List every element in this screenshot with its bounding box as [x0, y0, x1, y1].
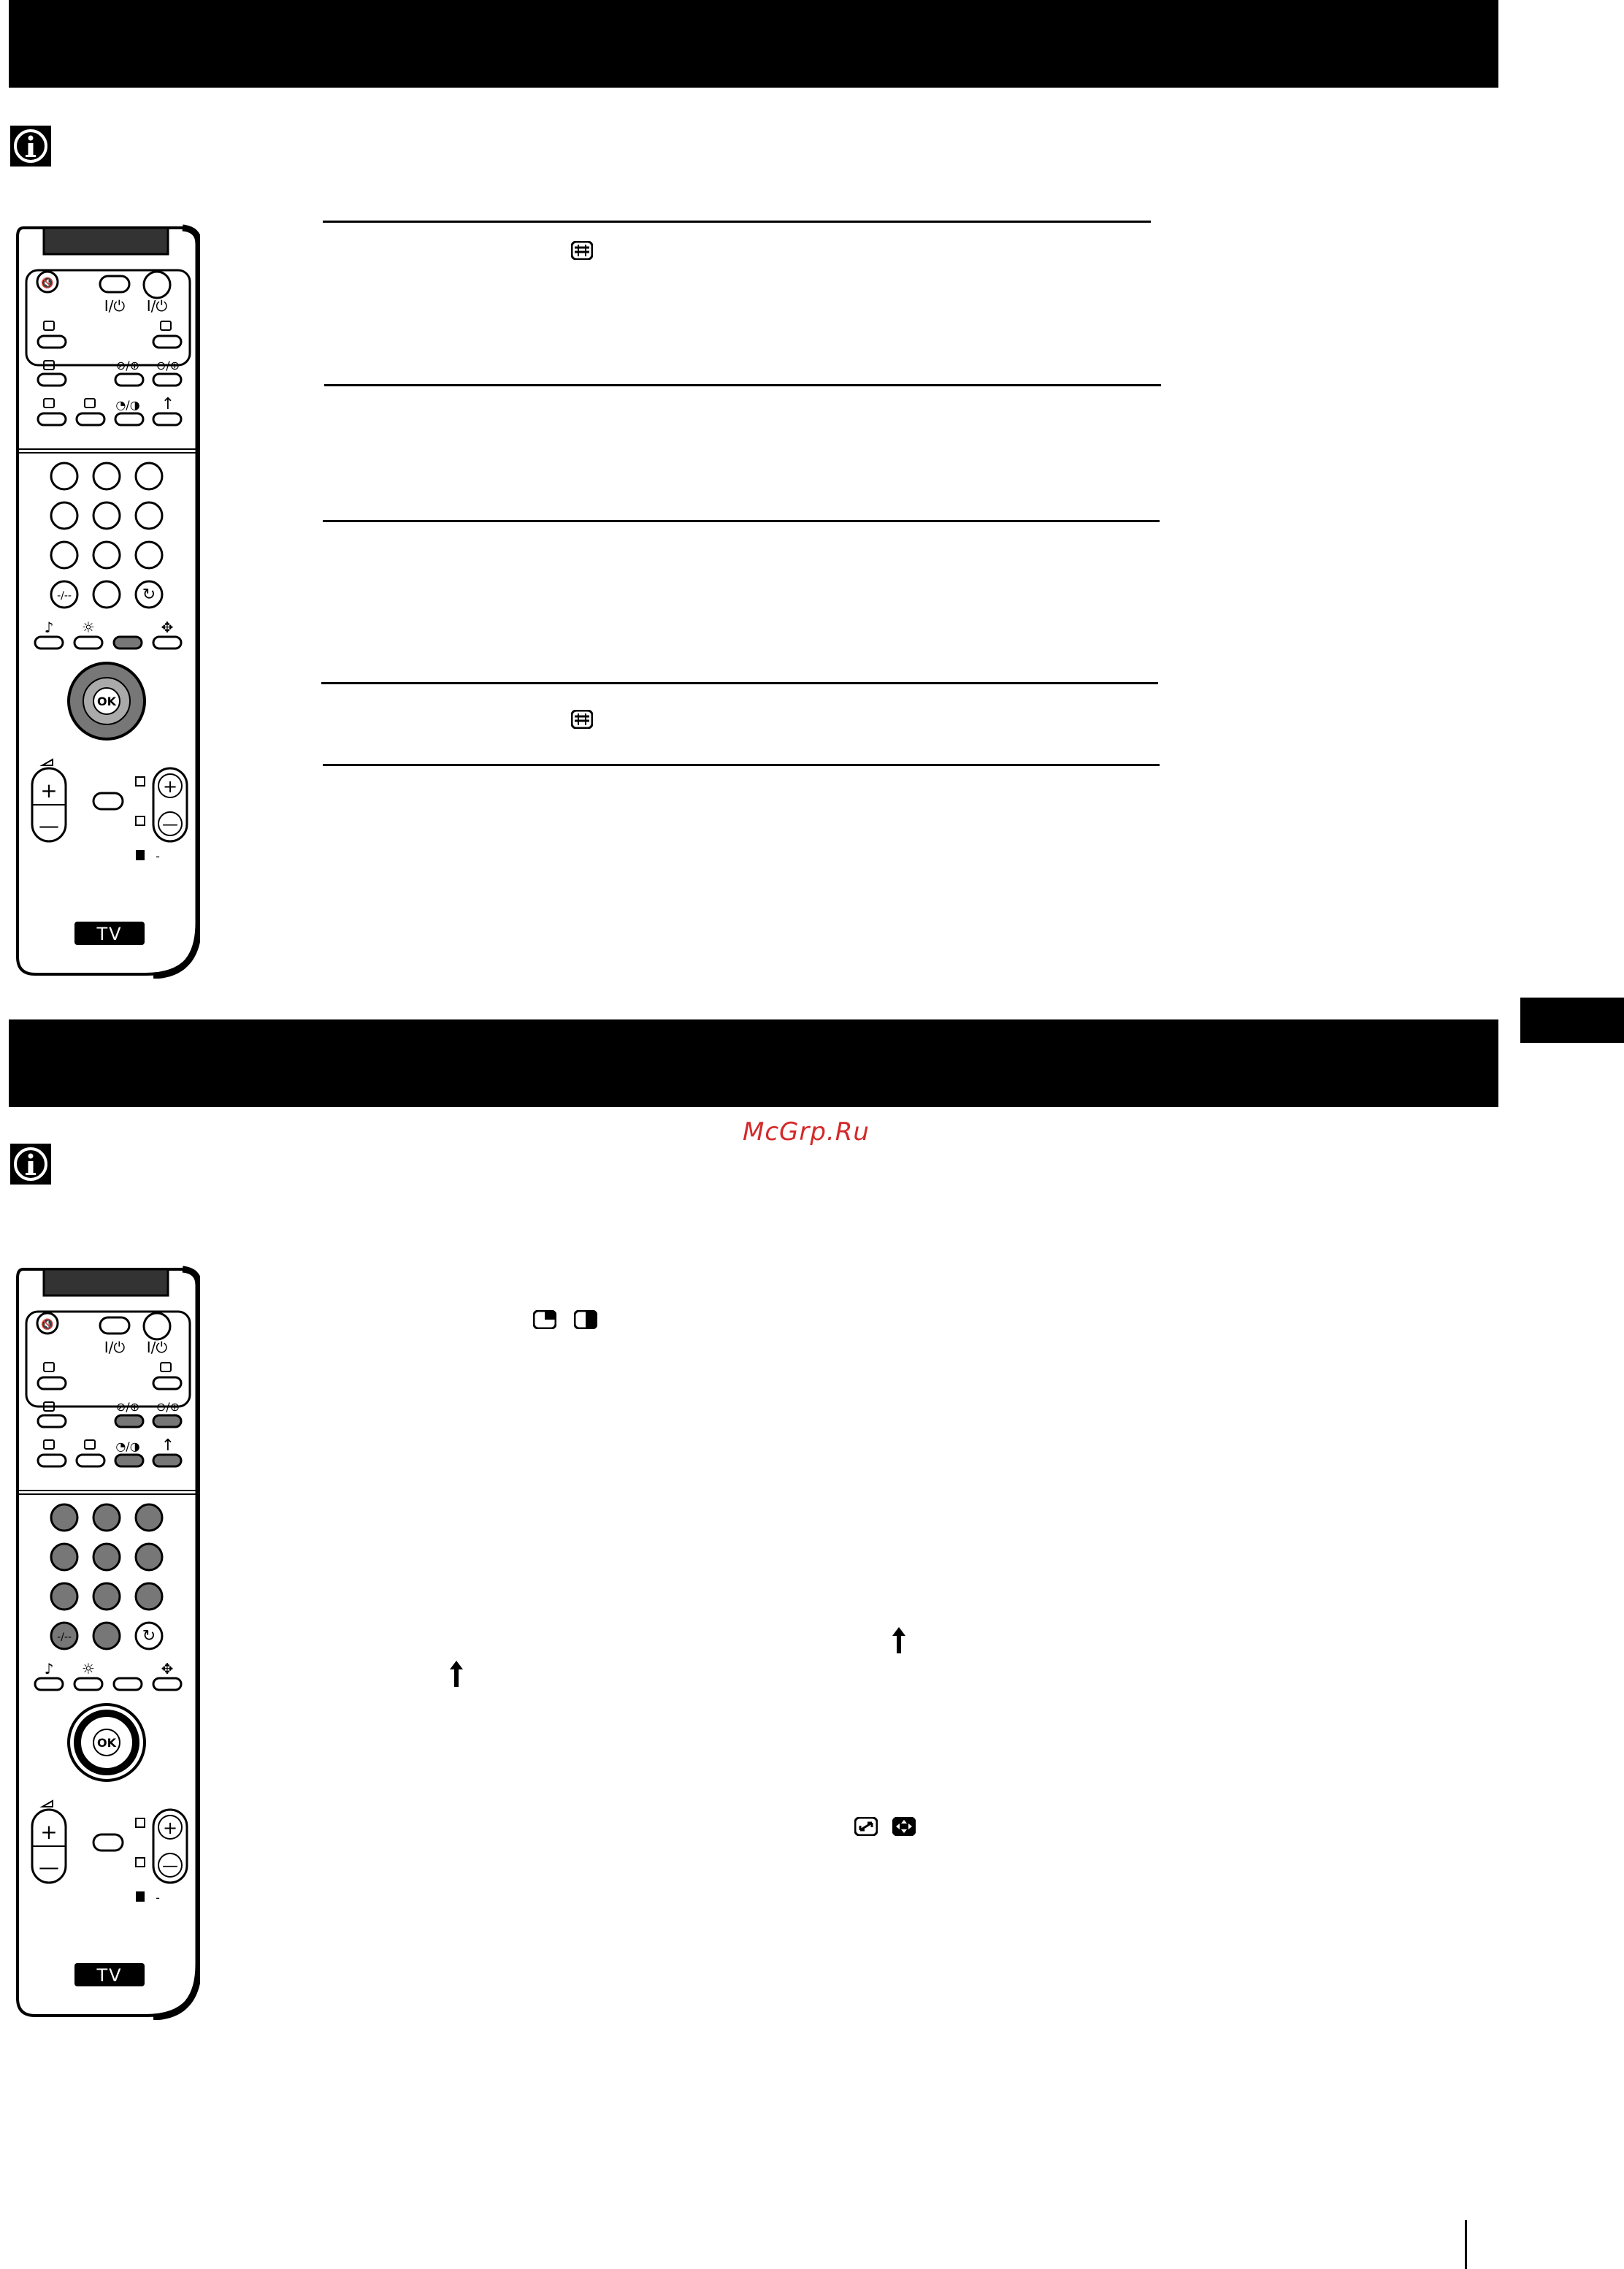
tv-label: TV [96, 924, 123, 944]
svg-text:⊘/⊕: ⊘/⊕ [115, 359, 140, 372]
svg-text:♪: ♪ [44, 619, 54, 636]
divider-rule [323, 520, 1160, 522]
svg-text:-: - [156, 1891, 160, 1905]
svg-text:↑: ↑ [161, 395, 175, 413]
svg-text:🔇: 🔇 [41, 278, 54, 289]
svg-text:—: — [162, 1857, 178, 1875]
svg-text:+: + [162, 776, 178, 797]
svg-text:—: — [162, 816, 178, 834]
power-label-2: I/⏻ [146, 297, 168, 315]
svg-text:♪: ♪ [44, 1660, 54, 1677]
svg-text:✥: ✥ [161, 619, 174, 636]
svg-text:↻: ↻ [142, 1627, 156, 1645]
section-1-header-bar [9, 0, 1498, 88]
svg-text:☼: ☼ [82, 1660, 95, 1677]
svg-text:-/--: -/-- [57, 590, 72, 602]
svg-text:✥: ✥ [161, 1660, 174, 1677]
svg-text:—: — [39, 1855, 59, 1879]
section-2-header-bar [9, 1019, 1498, 1107]
up-arrow-icon [892, 1627, 905, 1656]
svg-text:—: — [39, 814, 59, 838]
watermark: McGrp.Ru [743, 1117, 870, 1147]
svg-text:-/--: -/-- [57, 1631, 72, 1643]
ok-label: OK [97, 695, 116, 708]
svg-text:+: + [40, 1820, 58, 1844]
teletext-icon [571, 710, 593, 732]
info-icon [10, 126, 51, 167]
divider-rule [323, 221, 1151, 223]
divider-rule [321, 682, 1158, 684]
svg-text:◔/◑: ◔/◑ [115, 1439, 140, 1453]
svg-text:⊖/⊕: ⊖/⊕ [156, 359, 180, 372]
svg-text:TV: TV [96, 1965, 123, 1986]
svg-text:⊘/⊕: ⊘/⊕ [115, 1400, 140, 1414]
svg-text:+: + [162, 1818, 178, 1838]
svg-text:OK: OK [97, 1736, 116, 1750]
picture-in-picture-icon [533, 1310, 556, 1332]
divider-rule [323, 764, 1160, 766]
up-arrow-icon [450, 1661, 463, 1690]
svg-text:↑: ↑ [161, 1436, 175, 1455]
page-edge-line [1465, 2220, 1467, 2269]
svg-text:⊖/⊕: ⊖/⊕ [156, 1400, 180, 1414]
swap-icon [854, 1817, 878, 1839]
svg-text:I/⏻: I/⏻ [146, 1339, 168, 1356]
remote-control-illustration-highlighted [7, 1260, 200, 2020]
svg-text:🔇: 🔇 [41, 1319, 54, 1331]
svg-text:☼: ☼ [82, 619, 95, 636]
section-thumb-tab [1520, 998, 1624, 1043]
position-icon [892, 1817, 916, 1839]
svg-text:↻: ↻ [142, 586, 156, 604]
svg-text:◔/◑: ◔/◑ [115, 398, 140, 412]
split-screen-icon [574, 1310, 597, 1332]
remote-control-illustration [7, 219, 200, 979]
svg-text:I/⏻: I/⏻ [104, 1339, 126, 1356]
power-label: I/⏻ [104, 297, 126, 315]
divider-rule [324, 384, 1161, 386]
svg-text:+: + [40, 778, 58, 803]
remote-dash: - [156, 849, 160, 863]
info-icon [10, 1144, 51, 1185]
teletext-icon [571, 241, 593, 263]
